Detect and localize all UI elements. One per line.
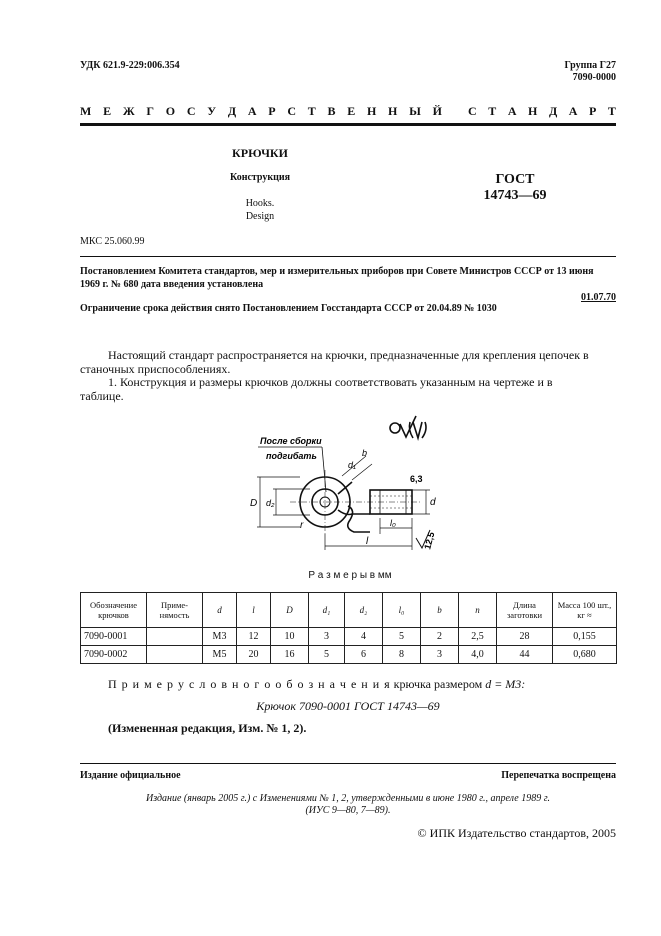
cell-applicability <box>147 646 203 664</box>
banner-letter: М <box>80 104 92 118</box>
banner-letter: Д <box>227 104 237 118</box>
header-designation: Обозначение крючков <box>81 593 147 628</box>
cell-n: 4,0 <box>459 646 497 664</box>
banner-letter: Е <box>103 104 112 118</box>
banner-letter: Е <box>347 104 356 118</box>
banner-letter: Н <box>528 104 538 118</box>
effective-date: 01.07.70 <box>581 292 616 303</box>
banner-rule <box>80 123 616 126</box>
banner-letter: Р <box>589 104 597 118</box>
banner-letter: Ж <box>122 104 135 118</box>
group-code: Группа Г27 <box>564 60 616 71</box>
banner-letter: А <box>507 104 517 118</box>
banner-letter: Ы <box>409 104 421 118</box>
dim-d-label: d <box>430 497 436 508</box>
assembly-note-line2: подгибать <box>266 451 317 461</box>
cell-D: 10 <box>271 628 309 646</box>
gost-label: ГОСТ <box>495 172 535 187</box>
header-d2: d₂ <box>345 593 383 628</box>
cell-l: 12 <box>237 628 271 646</box>
cell-n: 2,5 <box>459 628 497 646</box>
banner-letter: О <box>165 104 176 118</box>
udk-code: УДК 621.9-229:006.354 <box>80 60 180 71</box>
example-text: крючка размером <box>393 677 483 691</box>
banner-letter: Д <box>548 104 558 118</box>
header-mass: Масса 100 шт., кг ≈ <box>553 593 617 628</box>
banner-letter: Г <box>146 104 155 118</box>
cell-b: 2 <box>421 628 459 646</box>
cell-designation: 7090-0001 <box>81 628 147 646</box>
cell-d: M5 <box>203 646 237 664</box>
mks-code: МКС 25.060.99 <box>80 236 145 247</box>
banner-word-1 <box>80 104 442 119</box>
cell-designation: 7090-0002 <box>81 646 147 664</box>
header-d1: d₁ <box>309 593 345 628</box>
banner-letter: С <box>186 104 196 118</box>
limit-removal: Ограничение срока действия снято Постановлением Госстандарта СССР от 20.04.89 № 1030 <box>80 303 497 314</box>
header-applicability: Приме-нямость <box>147 593 203 628</box>
footer-rule <box>80 763 616 764</box>
banner-letter: Н <box>388 104 398 118</box>
edition-line2: (ИУС 9—80, 7—89). <box>305 805 391 816</box>
clause1-line2: таблице. <box>80 389 124 403</box>
cell-d2: 4 <box>345 628 383 646</box>
table-row <box>81 646 617 664</box>
example-formula: d = M3: <box>485 677 526 691</box>
cell-b: 3 <box>421 646 459 664</box>
dim-l-label: l <box>366 536 369 547</box>
dim-D-label: D <box>250 498 258 509</box>
table-caption: Р а з м е р ы в мм <box>308 570 392 581</box>
example-label: П р и м е р у с л о в н о г о о б о з н а ч е н и я <box>108 677 391 691</box>
hook-drawing <box>230 410 460 570</box>
header-D: D <box>271 593 309 628</box>
banner-letter: Н <box>366 104 377 118</box>
banner-letter: У <box>207 104 217 118</box>
dim-d2-label: d₂ <box>266 498 275 508</box>
header-l: l <box>237 593 271 628</box>
dim-d1-label: d₁ <box>348 460 356 470</box>
dim-r-label: r <box>300 520 304 531</box>
standard-banner <box>80 104 616 119</box>
banner-letter: А <box>568 104 578 118</box>
gost-number: 14743—69 <box>483 188 547 203</box>
cell-mass: 0,155 <box>553 628 617 646</box>
standard-title: КРЮЧКИ <box>232 146 288 160</box>
cell-applicability <box>147 628 203 646</box>
clause1-line1: 1. Конструкция и размеры крючков должны соответствовать указанным на чертеже и в <box>108 375 553 389</box>
banner-letter: С <box>468 104 477 118</box>
banner-letter: Т <box>307 104 316 118</box>
roughness-sign-icon <box>390 416 426 438</box>
banner-letter: Т <box>488 104 497 118</box>
title-rule <box>80 256 616 257</box>
banner-letter: Й <box>432 104 442 118</box>
cell-l0: 8 <box>383 646 421 664</box>
example-designation: Крючок 7090-0001 ГОСТ 14743—69 <box>256 699 440 713</box>
decree-line2: 1969 г. № 680 дата введения установлена <box>80 279 264 290</box>
scope-line2: станочных приспособлениях. <box>80 362 231 376</box>
example-line <box>108 677 525 692</box>
surface-value: 12,5 <box>422 530 437 551</box>
standard-subtitle: Конструкция <box>229 172 291 183</box>
decree-line1: Постановлением Комитета стандартов, мер и измерительных приборов при Совете Министров СССР от 13 июня <box>80 266 594 277</box>
banner-letter: Т <box>607 104 616 118</box>
edition-line1: Издание (январь 2005 г.) с Изменениями № 1, 2, утвержденными в июне 1980 г., апреле 1989 г. <box>145 793 551 804</box>
reprint-notice: Перепечатка воспрещена <box>501 770 616 781</box>
assembly-note-line1: После сборки <box>260 436 322 446</box>
banner-letter: С <box>287 104 296 118</box>
banner-letter: А <box>247 104 257 118</box>
header-b: b <box>421 593 459 628</box>
cell-d: M3 <box>203 628 237 646</box>
dimensions-table <box>80 592 617 664</box>
cell-blank-length: 28 <box>497 628 553 646</box>
english-title-line2: Design <box>245 211 275 222</box>
banner-letter: В <box>327 104 336 118</box>
cell-D: 16 <box>271 646 309 664</box>
header-n: n <box>459 593 497 628</box>
cell-d1: 3 <box>309 628 345 646</box>
scope-line1: Настоящий стандарт распространяется на крючки, предназначенные для крепления цепочек в <box>108 348 589 362</box>
cell-d2: 6 <box>345 646 383 664</box>
official-edition: Издание официальное <box>80 770 181 781</box>
banner-letter: Р <box>268 104 276 118</box>
header-d: d <box>203 593 237 628</box>
cell-d1: 5 <box>309 646 345 664</box>
revision-note: (Измененная редакция, Изм. № 1, 2). <box>108 721 307 735</box>
copyright: © ИПК Издательство стандартов, 2005 <box>417 826 616 840</box>
header-blank-length: Длина заготовки <box>497 593 553 628</box>
header-l0: l₀ <box>383 593 421 628</box>
banner-word-2 <box>468 104 616 119</box>
dim-b-label: b <box>362 448 368 458</box>
roughness-value: 6,3 <box>410 474 423 484</box>
designation-code: 7090-0000 <box>572 72 616 83</box>
table-row <box>81 628 617 646</box>
cell-blank-length: 44 <box>497 646 553 664</box>
cell-l0: 5 <box>383 628 421 646</box>
cell-mass: 0,680 <box>553 646 617 664</box>
cell-l: 20 <box>237 646 271 664</box>
dim-l0-label: l₀ <box>390 518 396 528</box>
english-title-line1: Hooks. <box>245 198 275 209</box>
